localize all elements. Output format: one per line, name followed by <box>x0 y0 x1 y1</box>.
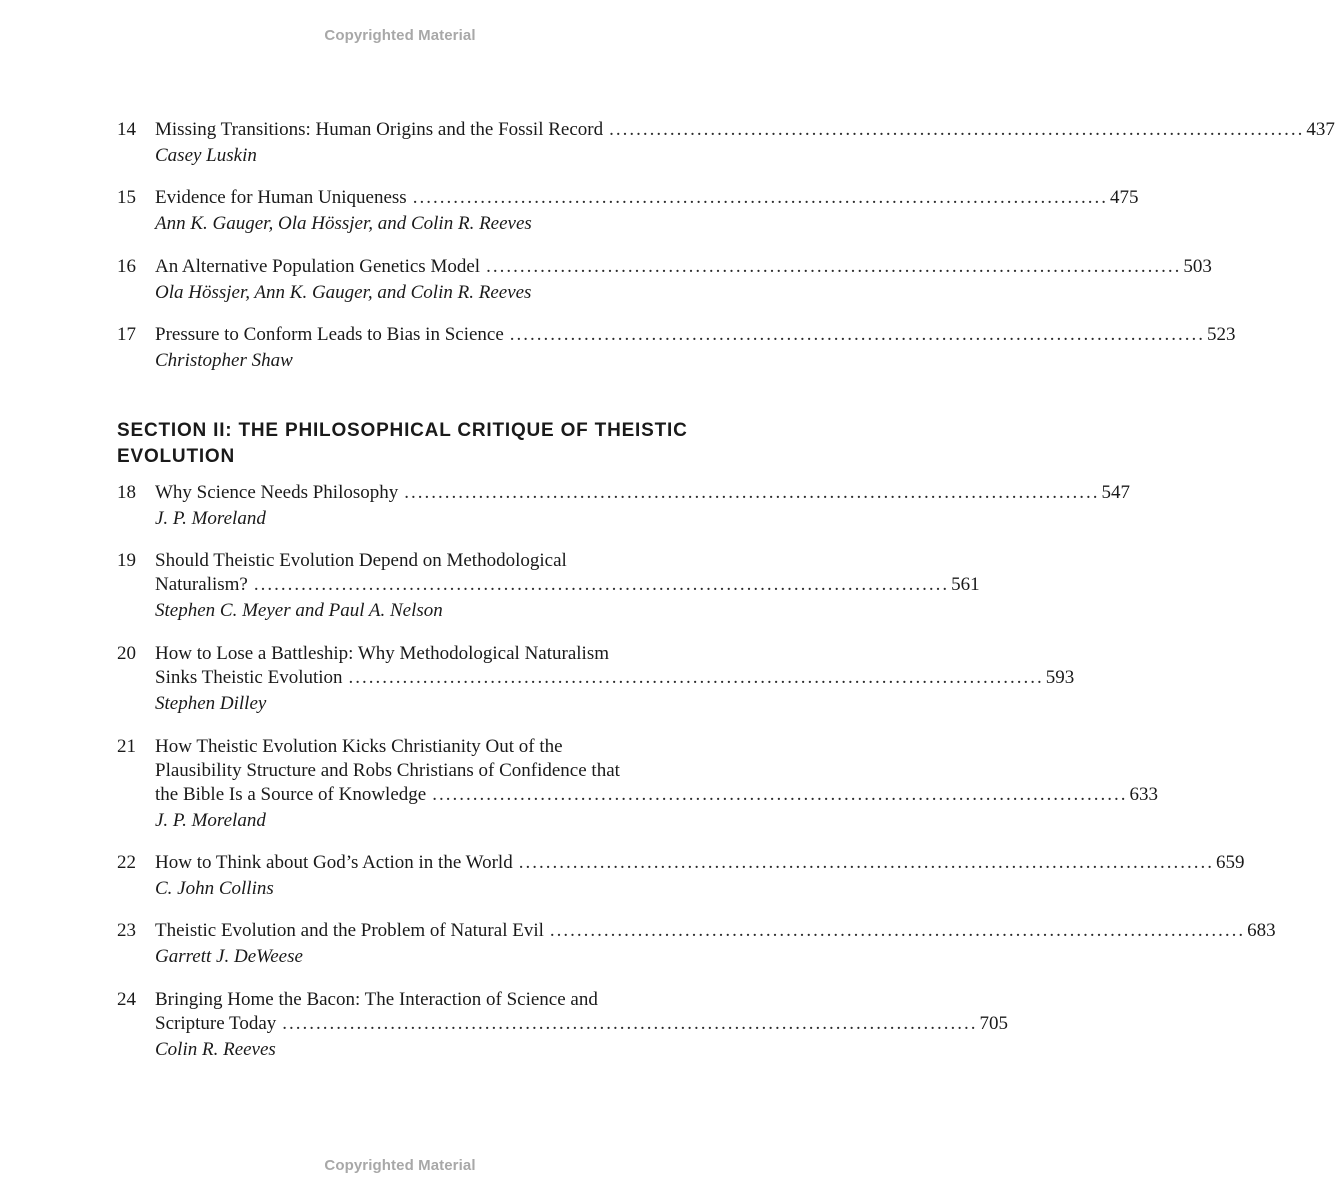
page-number: 547 <box>1101 482 1131 503</box>
chapter-title-line <box>155 642 701 666</box>
dot-leader: ....................................................................................................... <box>486 256 1182 277</box>
chapter-title: Evidence for Human Uniqueness <box>155 187 407 208</box>
toc-entry-23[interactable] <box>117 919 1276 969</box>
chapter-number: 19 <box>117 550 136 571</box>
toc-entry-19[interactable] <box>117 549 980 623</box>
chapter-title: Plausibility Structure and Robs Christians of Confidence that <box>155 760 620 781</box>
chapter-number: 18 <box>117 482 136 503</box>
chapter-title: How to Lose a Battleship: Why Methodological Naturalism <box>155 643 609 664</box>
dot-leader: ....................................................................................................... <box>282 1013 978 1034</box>
chapter-author: Ola Hössjer, Ann K. Gauger, and Colin R. Reeves <box>155 282 532 303</box>
chapter-title: Sinks Theistic Evolution <box>155 667 343 688</box>
chapter-number: 21 <box>117 736 136 757</box>
dot-leader: ....................................................................................................... <box>412 187 1108 208</box>
page-number: 593 <box>1045 667 1075 688</box>
chapter-title-line <box>155 735 701 759</box>
section-heading: SECTION II: THE PHILOSOPHICAL CRITIQUE OF THEISTIC EVOLUTION <box>117 420 688 467</box>
page-number: 561 <box>951 574 980 595</box>
chapter-title: Should Theistic Evolution Depend on Methodological <box>155 550 567 571</box>
chapter-author: Casey Luskin <box>155 145 257 166</box>
chapter-title: Scripture Today <box>155 1013 277 1034</box>
chapter-title: Missing Transitions: Human Origins and the Fossil Record <box>155 119 604 140</box>
page-number: 659 <box>1215 852 1245 873</box>
page-number: 633 <box>1129 784 1158 805</box>
chapter-number: 20 <box>117 643 136 664</box>
chapter-title: Why Science Needs Philosophy <box>155 482 399 503</box>
chapter-author: Stephen Dilley <box>155 693 267 714</box>
dot-leader: ....................................................................................................... <box>609 119 1305 140</box>
dot-leader: ....................................................................................................... <box>518 852 1214 873</box>
chapter-number: 15 <box>117 187 136 208</box>
toc-entry-21[interactable] <box>117 735 1158 833</box>
dot-leader: ....................................................................................................... <box>404 482 1100 503</box>
chapter-number: 17 <box>117 324 136 345</box>
chapter-number: 16 <box>117 256 136 277</box>
toc-entry-24[interactable] <box>117 988 1009 1062</box>
chapter-title: How to Think about God’s Action in the World <box>155 852 513 873</box>
chapter-title-line <box>155 988 701 1012</box>
page-number: 503 <box>1183 256 1212 277</box>
toc-entry-15[interactable] <box>117 186 1139 236</box>
chapter-title: the Bible Is a Source of Knowledge <box>155 784 427 805</box>
chapter-author: Christopher Shaw <box>155 350 293 371</box>
chapter-title: How Theistic Evolution Kicks Christianity Out of the <box>155 736 563 757</box>
chapter-author: Ann K. Gauger, Ola Hössjer, and Colin R. Reeves <box>155 213 532 234</box>
page-number: 437 <box>1306 119 1335 140</box>
page-number: 523 <box>1207 324 1236 345</box>
chapter-author: J. P. Moreland <box>155 508 266 529</box>
chapter-title: Bringing Home the Bacon: The Interaction of Science and <box>155 989 598 1010</box>
dot-leader: ....................................................................................................... <box>348 667 1044 688</box>
chapter-author: Colin R. Reeves <box>155 1039 276 1060</box>
dot-leader: ....................................................................................................... <box>253 574 950 595</box>
page-number: 705 <box>979 1013 1009 1034</box>
chapter-title-line <box>155 759 701 783</box>
chapter-author: C. John Collins <box>155 878 274 899</box>
chapter-author: Garrett J. DeWeese <box>155 946 303 967</box>
chapter-number: 23 <box>117 920 136 941</box>
dot-leader: ....................................................................................................... <box>432 784 1128 805</box>
chapter-author: J. P. Moreland <box>155 810 266 831</box>
chapter-number: 22 <box>117 852 136 873</box>
toc-entry-22[interactable] <box>117 851 1245 901</box>
dot-leader: ....................................................................................................... <box>549 920 1246 941</box>
chapter-title-line <box>155 549 701 573</box>
toc-entry-18[interactable] <box>117 481 1131 531</box>
chapter-number: 14 <box>117 119 136 140</box>
chapter-title: Naturalism? <box>155 574 248 595</box>
copyright-watermark-top: Copyrighted Material <box>324 27 476 44</box>
copyright-watermark-bottom: Copyrighted Material <box>324 1157 476 1174</box>
chapter-title: Theistic Evolution and the Problem of Natural Evil <box>155 920 544 941</box>
chapter-title: An Alternative Population Genetics Model <box>155 256 481 277</box>
toc-entry-16[interactable] <box>117 255 1212 305</box>
chapter-title: Pressure to Conform Leads to Bias in Science <box>155 324 504 345</box>
toc-entry-14[interactable] <box>117 118 1335 168</box>
page-number: 475 <box>1109 187 1139 208</box>
chapter-number: 24 <box>117 989 136 1010</box>
chapter-author: Stephen C. Meyer and Paul A. Nelson <box>155 600 443 621</box>
toc-entry-20[interactable] <box>117 642 1075 716</box>
toc-entry-17[interactable] <box>117 323 1236 373</box>
page-number: 683 <box>1247 920 1276 941</box>
dot-leader: ....................................................................................................... <box>509 324 1206 345</box>
